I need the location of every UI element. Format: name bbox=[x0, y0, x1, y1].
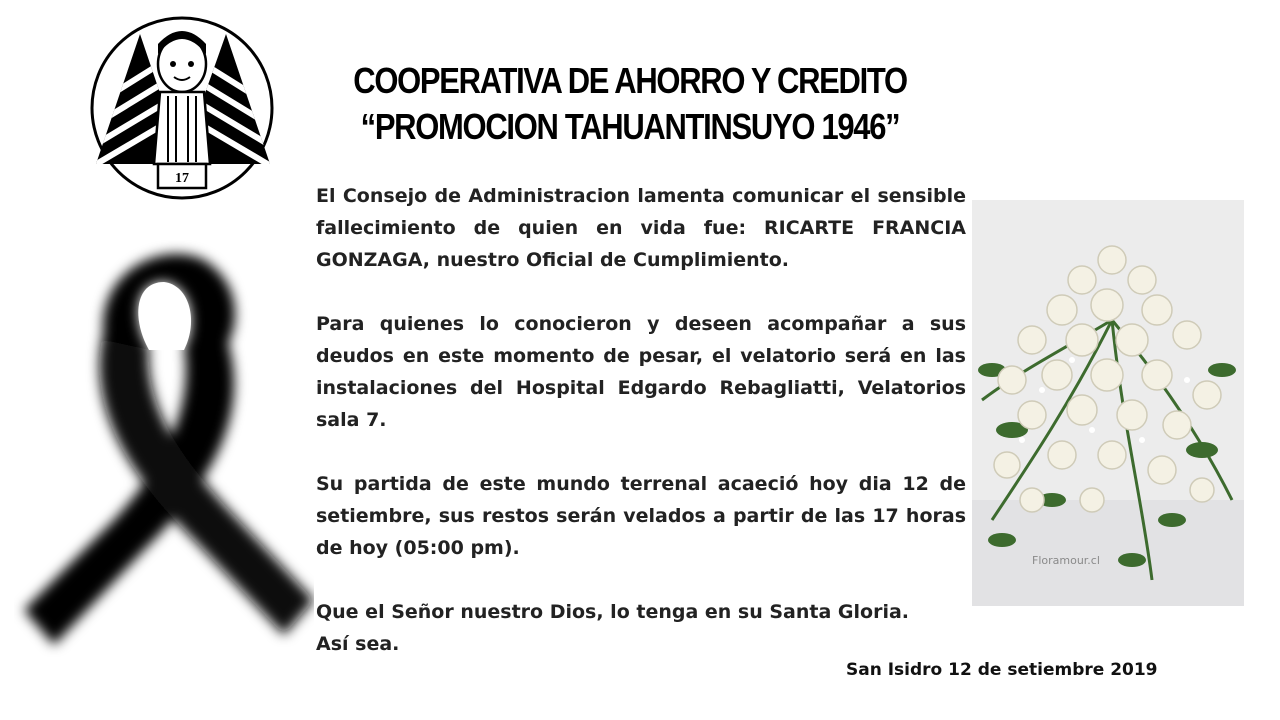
svg-text:Floramour.cl: Floramour.cl bbox=[1032, 554, 1100, 567]
paragraph-wake-details: Para quienes lo conocieron y deseen acompañar a sus deudos en este momento de pesar, el velatorio será en las instalaciones del Hospital Edgardo Rebagliatti, Velatorios sala 7. bbox=[316, 313, 966, 431]
paragraph-announcement: El Consejo de Administracion lamenta comunicar el sensible fallecimiento de quien en vida fue: RICARTE FRANCIA GONZAGA, nuestro Oficial de Cumplimiento. bbox=[316, 185, 966, 271]
title-line-1: COOPERATIVA DE AHORRO Y CREDITO bbox=[353, 60, 907, 101]
announcement-body bbox=[316, 180, 966, 660]
date-line: San Isidro 12 de setiembre 2019 bbox=[846, 660, 1158, 680]
svg-text:17: 17 bbox=[175, 171, 189, 186]
white-rose-arrangement-image bbox=[972, 200, 1244, 606]
page-title bbox=[338, 58, 923, 150]
black-mourning-ribbon-icon bbox=[14, 240, 314, 660]
closing-line-2: Así sea. bbox=[316, 633, 400, 655]
paragraph-passing-details: Su partida de este mundo terrenal acaeció hoy dia 12 de setiembre, sus restos serán velados a partir de las 17 horas de hoy (05:00 pm). bbox=[316, 473, 966, 559]
cooperative-seal-icon bbox=[88, 14, 276, 202]
title-line-2: “PROMOCION TAHUANTINSUYO 1946” bbox=[360, 106, 900, 147]
closing-line-1: Que el Señor nuestro Dios, lo tenga en su Santa Gloria. bbox=[316, 601, 909, 623]
